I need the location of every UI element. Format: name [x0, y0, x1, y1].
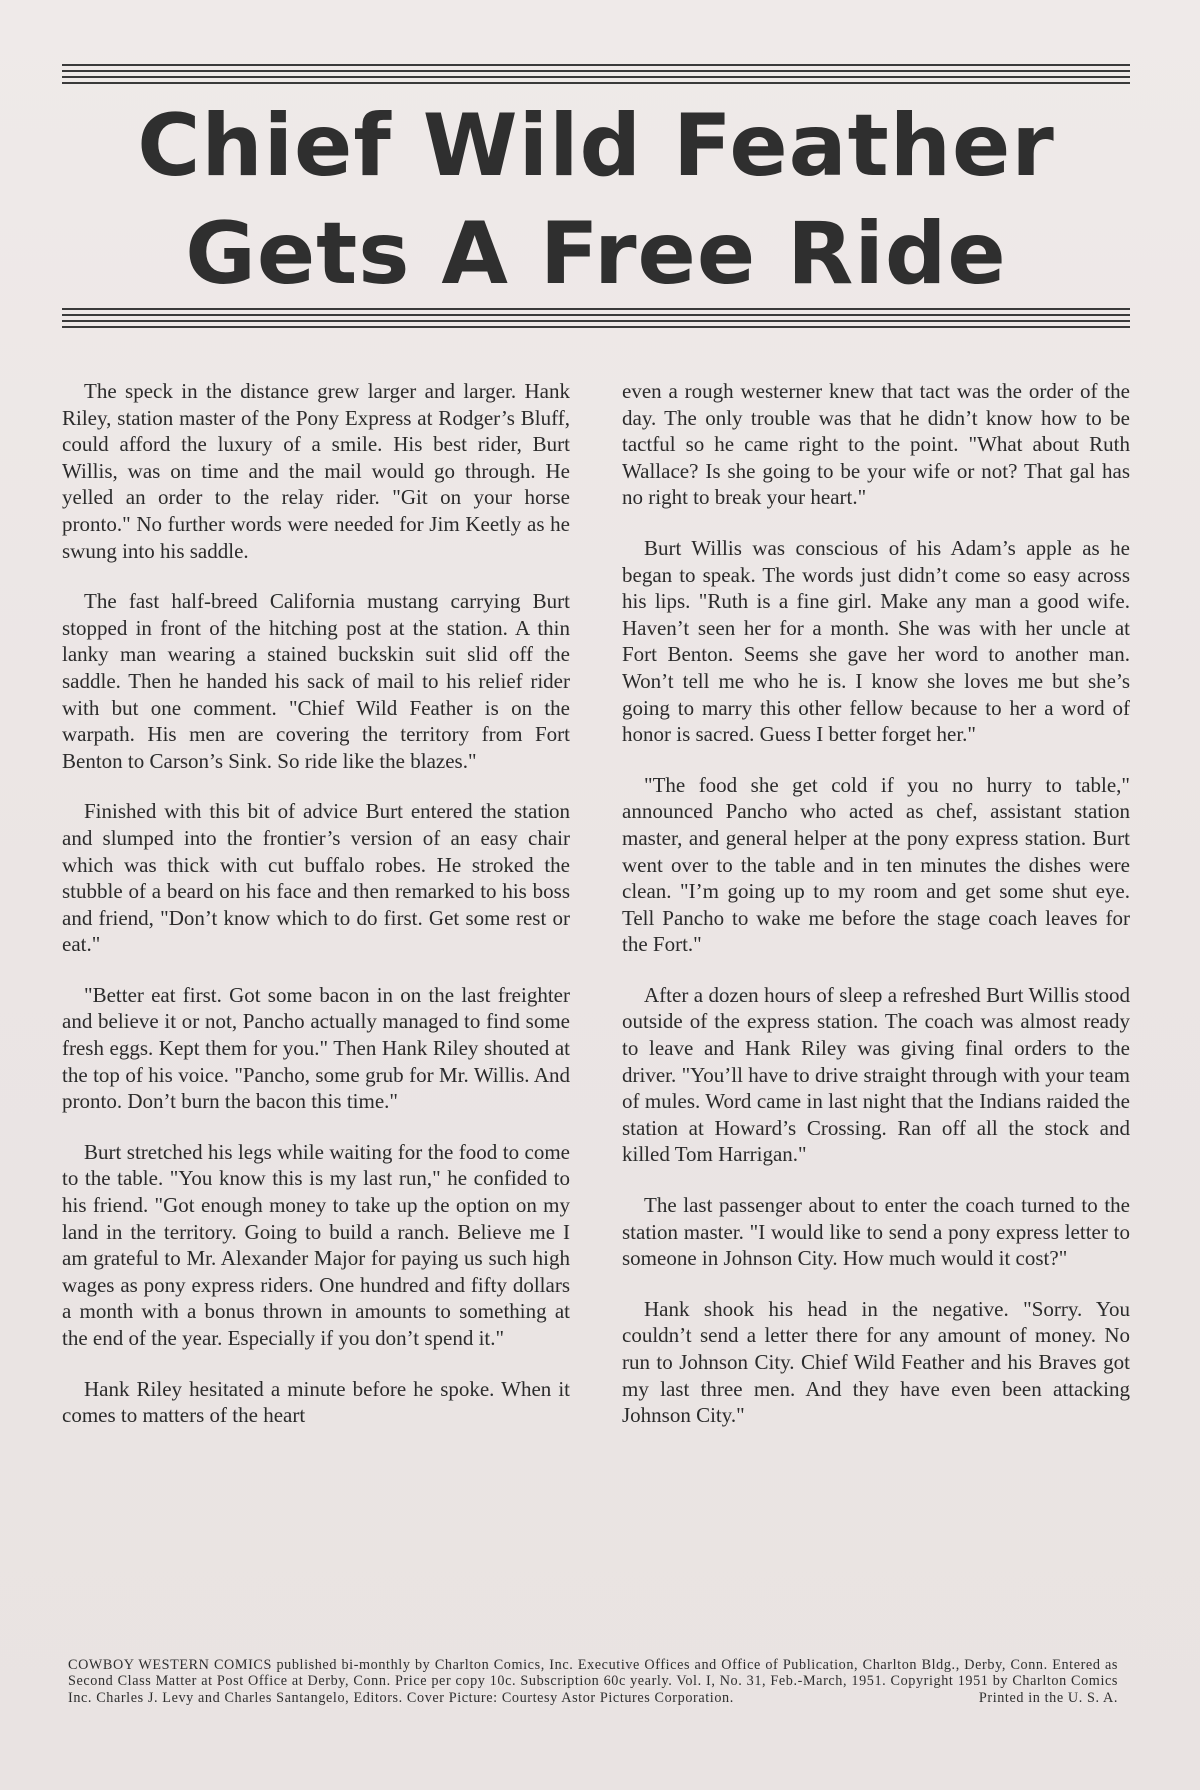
- title-line-1: Chief Wild Feather: [137, 96, 1055, 196]
- paragraph: The speck in the distance grew larger and larger. Hank Riley, station master of the Pony Express at Rodger’s Bluff, could afford the luxury of a smile. His best rider, Burt Willis, was on time and the mail would go through. He yelled an order to the relay rider. "Git on your horse pronto." No further words were needed for Jim Keetly as he swung into his saddle.: [62, 379, 570, 563]
- title-line-2: Gets A Free Ride: [185, 204, 1007, 304]
- paragraph-continued: even a rough westerner knew that tact was the order of the day. The only trouble was that he didn’t know how to be tactful so he came right to the point. "What about Ruth Wallace? Is she going to be your wife or not? That gal has no right to break your heart.": [622, 379, 1130, 510]
- paragraph: "Better eat first. Got some bacon in on the last freighter and believe it or not, Pancho actually managed to find some fresh eggs. Kept them for you." Then Hank Riley shouted at the top of his voice. "Pancho, some grub for Mr. Willis. And pronto. Don’t burn the bacon this time.": [62, 982, 570, 1114]
- publication-notice-text: COWBOY WESTERN COMICS published bi-monthly by Charlton Comics, Inc. Executive Offices and Office of Publication, Charlton Bldg., Derby, Conn. Entered as Second Class Matter at Post Office at Derby, Conn. Price per copy 10c. Subscription 60c yearly. Vol. I, No. 31, Feb.-March, 1951. Copyright 1951 by Charlton Comics Inc. Charles J. Levy and Charles Santangelo, Editors. Cover Picture: Courtesy Astor Pictures Corporation.: [68, 1657, 1118, 1706]
- column-right: [622, 378, 1130, 1633]
- paragraph: Burt stretched his legs while waiting for the food to come to the table. "You know this is my last run," he confided to his friend. "Got enough money to take up the option on my land in the territory. Going to build a ranch. Believe me I am grateful to Mr. Alexander Major for paying us such high wages as pony express riders. One hundred and fifty dollars a month with a bonus thrown in amounts to something at the end of the year. Especially if you don’t spend it.": [62, 1139, 570, 1350]
- paragraph: After a dozen hours of sleep a refreshed Burt Willis stood outside of the express station. The coach was almost ready to leave and Hank Riley was giving final orders to the driver. "You’ll have to drive straight through with your team of mules. Word came in last night that the Indians raided the station at Howard’s Crossing. Ran off all the stock and killed Tom Harrigan.": [622, 982, 1130, 1167]
- top-rule-lines: [62, 64, 1130, 88]
- publication-notice: [68, 1657, 1118, 1706]
- paragraph: Burt Willis was conscious of his Adam’s apple as he began to speak. The words just didn’t come so easy across his lips. "Ruth is a fine girl. Make any man a good wife. Haven’t seen her for a month. She was with her uncle at Fort Benton. Seems she gave her word to another man. Won’t tell me who he is. I know she loves me but she’s going to marry this other fellow because to her a word of honor is sacred. Guess I better forget her.": [622, 535, 1130, 747]
- bottom-rule-lines: [62, 308, 1130, 332]
- story-columns: [62, 378, 1130, 1633]
- printed-in-notice: Printed in the U. S. A.: [978, 1689, 1118, 1706]
- paragraph: The last passenger about to enter the coach turned to the station master. "I would like to send a pony express letter to someone in Johnson City. How much would it cost?": [622, 1193, 1130, 1271]
- paragraph: The fast half-breed California mustang carrying Burt stopped in front of the hitching post at the station. A thin lanky man wearing a stained buckskin suit slid off the saddle. Then he handed his sack of mail to his relief rider with but one comment. "Chief Wild Feather is on the warpath. His men are covering the territory from Fort Benton to Carson’s Sink. So ride like the blazes.": [62, 589, 570, 773]
- story-title: [62, 92, 1130, 308]
- paragraph: Hank Riley hesitated a minute before he spoke. When it comes to matters of the heart: [62, 1376, 570, 1428]
- paragraph: Finished with this bit of advice Burt entered the station and slumped into the frontier’s version of an easy chair which was thick with cut buffalo robes. He stroked the stubble of a beard on his face and then remarked to his boss and friend, "Don’t know which to do first. Get some rest or eat.": [62, 799, 570, 957]
- paragraph: Hank shook his head in the negative. "Sorry. You couldn’t send a letter there for any amount of money. No run to Johnson City. Chief Wild Feather and his Braves got my last three men. And they have even been attacking Johnson City.": [622, 1296, 1130, 1428]
- paragraph: "The food she get cold if you no hurry to table," announced Pancho who acted as chef, assistant station master, and general helper at the pony express station. Burt went over to the table and in ten minutes the dishes were clean. "I’m going up to my room and get some shut eye. Tell Pancho to wake me before the stage coach leaves for the Fort.": [622, 772, 1130, 957]
- column-left: [62, 378, 570, 1633]
